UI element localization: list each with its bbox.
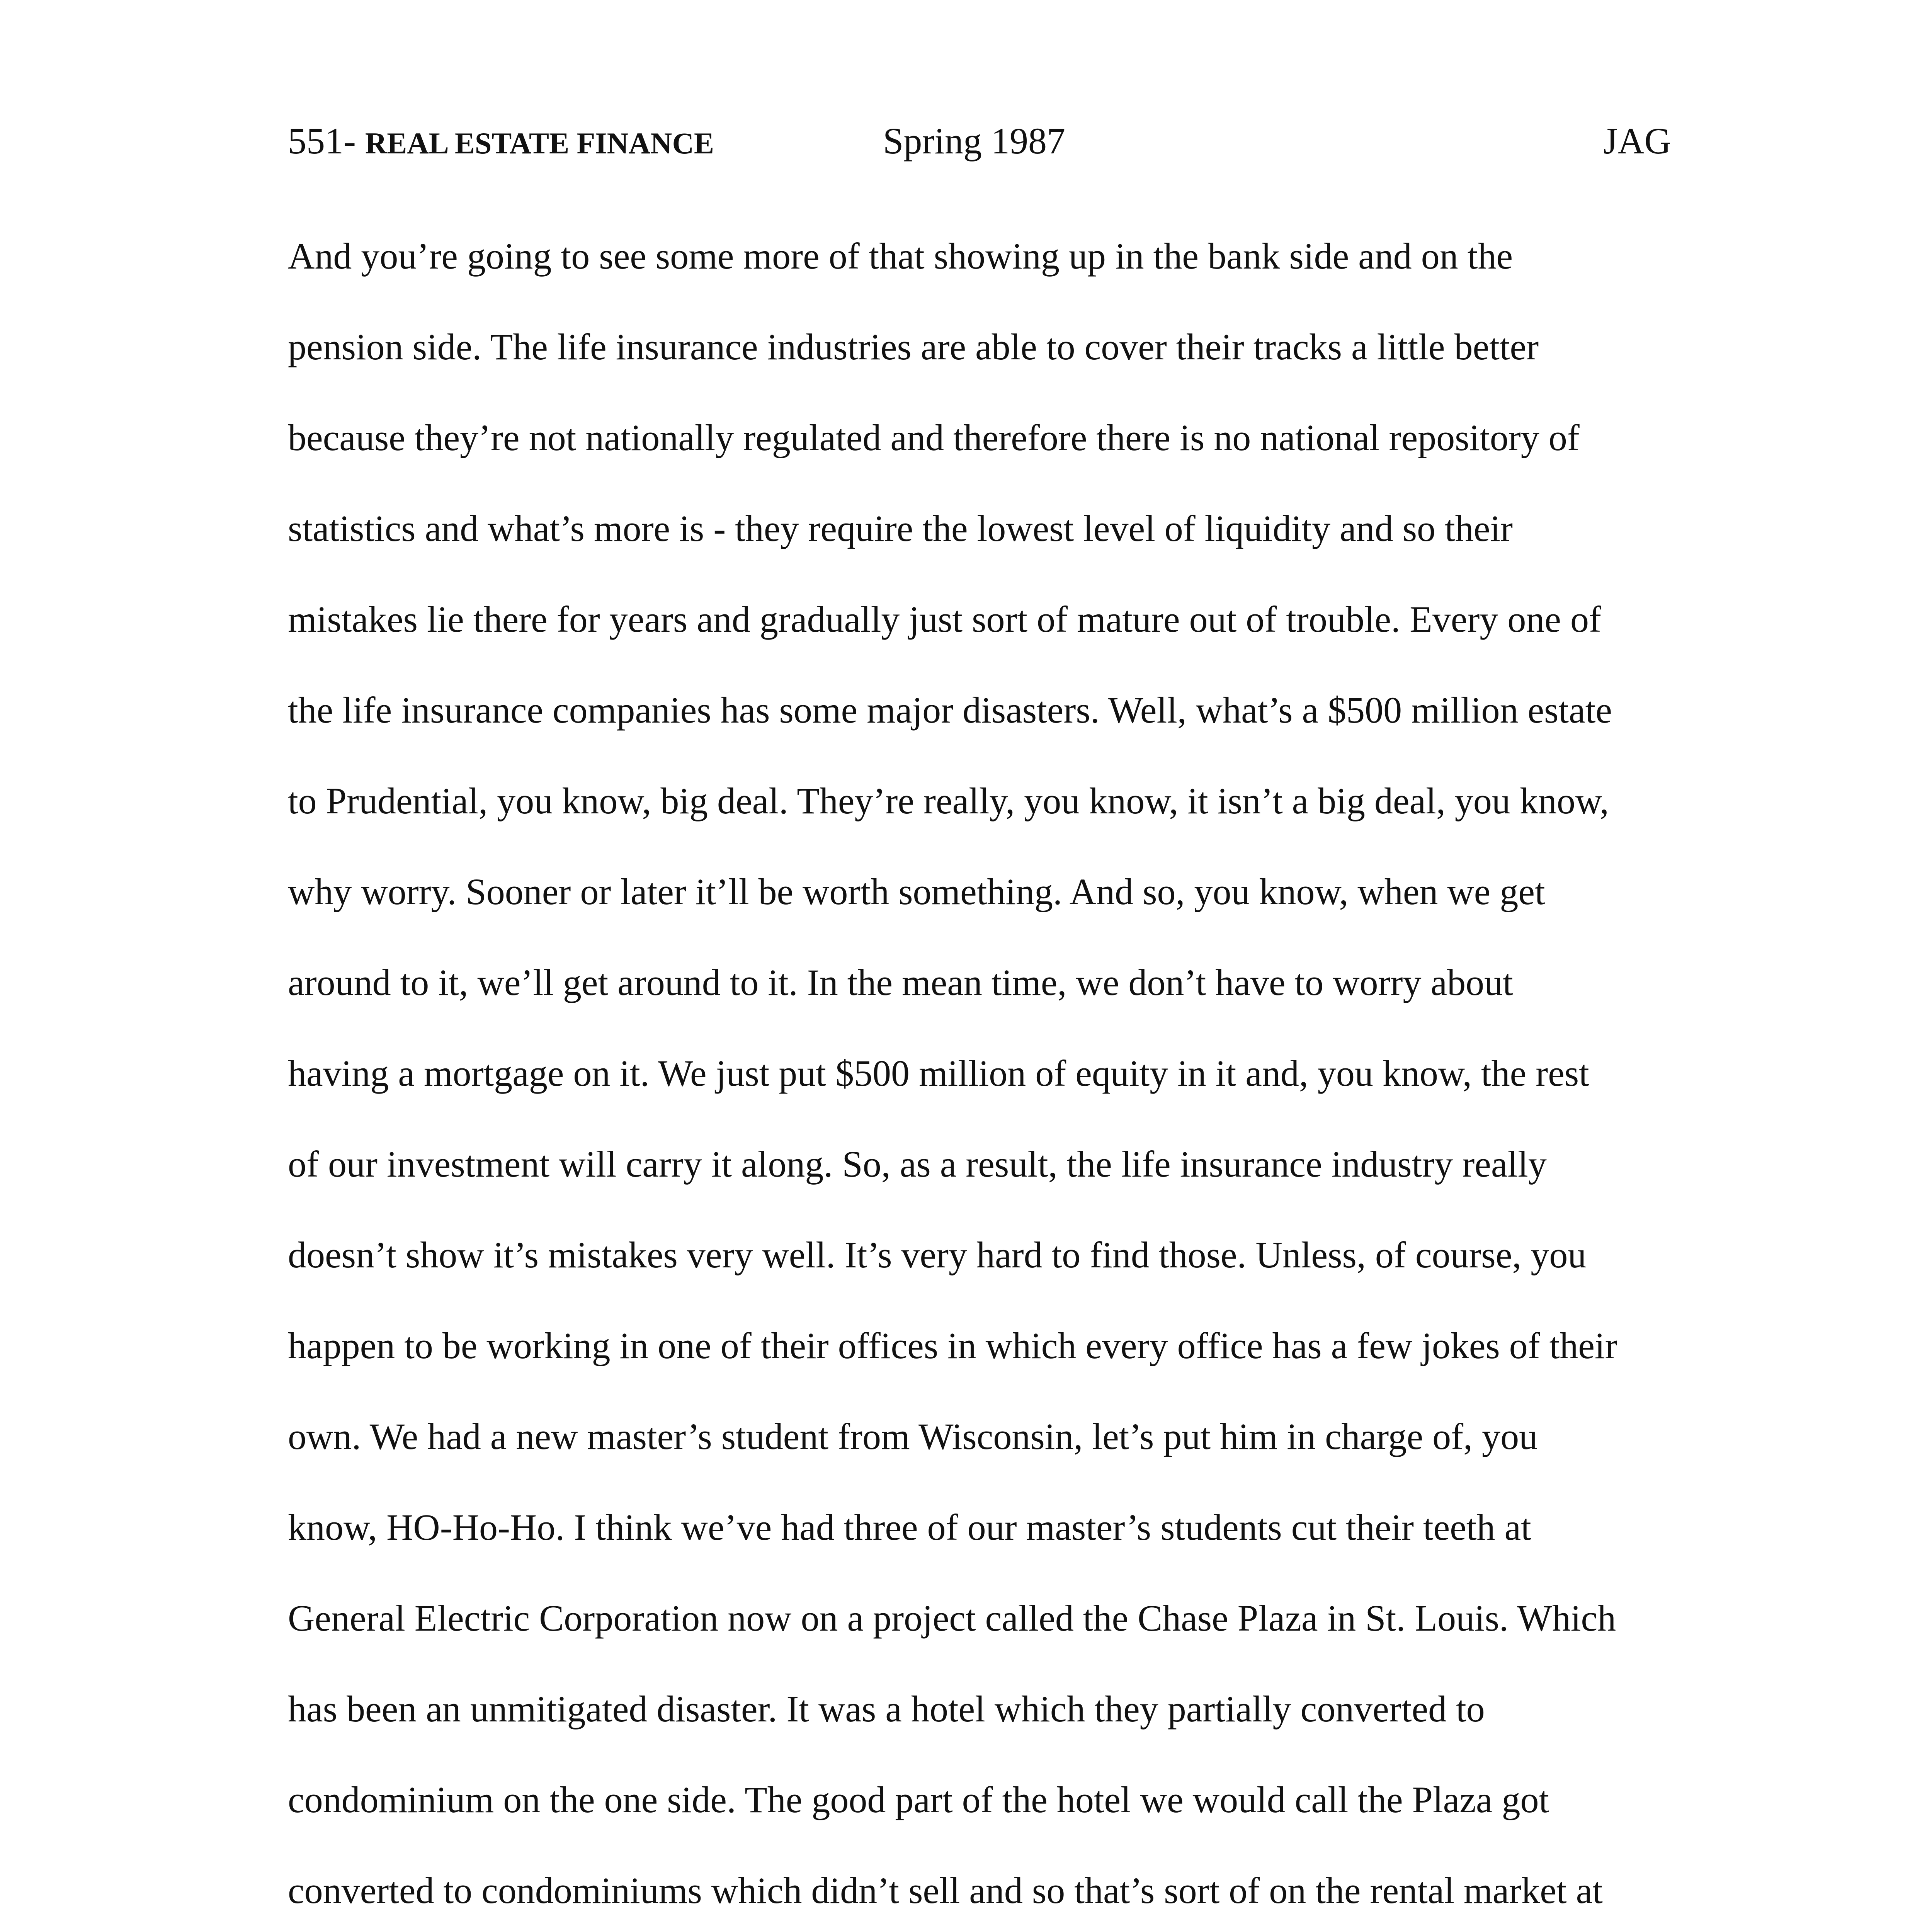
- course-number: 551-: [288, 120, 356, 162]
- text-line: condominium on the one side. The good part of the hotel we would call the Plaza got: [288, 1779, 1549, 1820]
- text-line: mistakes lie there for years and gradually just sort of mature out of trouble. Every one of: [288, 599, 1601, 640]
- text-line: And you’re going to see some more of that showing up in the bank side and on the: [288, 235, 1513, 277]
- text-line: doesn’t show it’s mistakes very well. It’s very hard to find those. Unless, of course, you: [288, 1234, 1587, 1276]
- text-line: converted to condominiums which didn’t sell and so that’s sort of on the rental market at: [288, 1870, 1603, 1911]
- text-line: happen to be working in one of their offices in which every office has a few jokes of their: [288, 1325, 1617, 1366]
- text-line: General Electric Corporation now on a project called the Chase Plaza in St. Louis. Which: [288, 1597, 1616, 1639]
- term-label: Spring 1987: [883, 120, 1066, 162]
- text-line: to Prudential, you know, big deal. They’re really, you know, it isn’t a big deal, you know,: [288, 780, 1609, 821]
- text-line: know, HO-Ho-Ho. I think we’ve had three of our master’s students cut their teeth at: [288, 1507, 1531, 1548]
- text-line: around to it, we’ll get around to it. In the mean time, we don’t have to worry about: [288, 962, 1513, 1003]
- text-line: own. We had a new master’s student from Wisconsin, let’s put him in charge of, you: [288, 1416, 1538, 1457]
- page-header: [288, 116, 1671, 166]
- text-line: has been an unmitigated disaster. It was a hotel which they partially converted to: [288, 1688, 1485, 1730]
- text-line: the life insurance companies has some major disasters. Well, what’s a $500 million estate: [288, 689, 1612, 731]
- text-line: why worry. Sooner or later it’ll be worth something. And so, you know, when we get: [288, 871, 1545, 912]
- transcript-body: [288, 231, 1671, 1932]
- course-name: REAL ESTATE FINANCE: [365, 126, 714, 160]
- text-line: statistics and what’s more is - they require the lowest level of liquidity and so their: [288, 508, 1513, 549]
- text-line: pension side. The life insurance industries are able to cover their tracks a little better: [288, 326, 1539, 367]
- text-line: of our investment will carry it along. So, as a result, the life insurance industry really: [288, 1143, 1547, 1185]
- text-line: having a mortgage on it. We just put $500 million of equity in it and, you know, the rest: [288, 1053, 1589, 1094]
- author-initials: JAG: [1603, 120, 1671, 162]
- course-label: [288, 116, 714, 168]
- text-line: because they’re not nationally regulated and therefore there is no national repository of: [288, 417, 1580, 458]
